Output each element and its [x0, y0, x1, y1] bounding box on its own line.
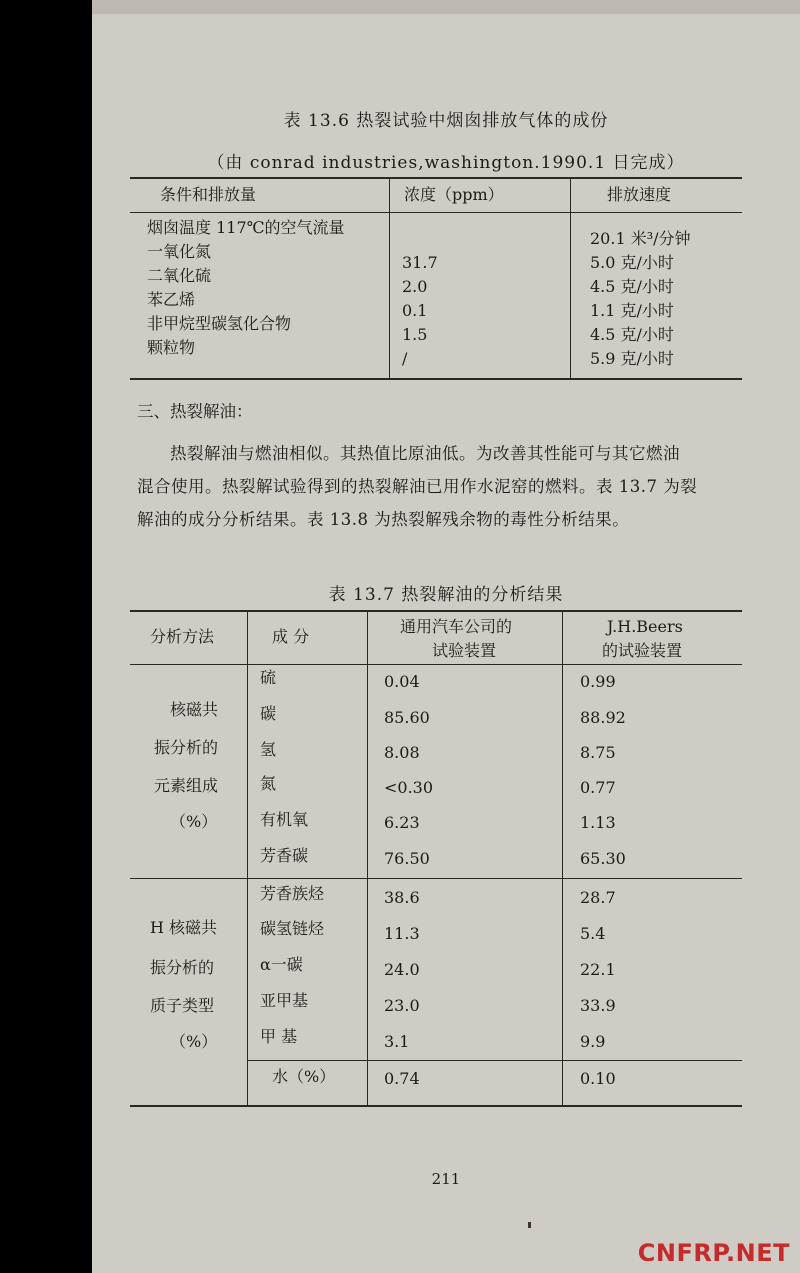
table2-header-jhbeers: J.H.Beers [607, 617, 683, 636]
table2-cell: 0.10 [580, 1069, 616, 1088]
table1-cell: 5.0 克/小时 [590, 253, 674, 272]
table1-cell: 1.5 [402, 325, 428, 344]
table2-cell: 85.60 [384, 708, 430, 727]
table2-group-rule [130, 878, 742, 879]
table2-cell: 亚甲基 [260, 991, 309, 1010]
table2-header-gm: 试验装置 [432, 641, 497, 660]
table2-header-rule [130, 664, 742, 665]
table2-cell: 0.99 [580, 672, 616, 691]
table1-top-rule [130, 177, 742, 179]
group1-label: 振分析的 [154, 738, 219, 757]
table2-col-divider [247, 610, 248, 1106]
table2-cell: 88.92 [580, 708, 626, 727]
table1-cell: 颗粒物 [147, 338, 196, 357]
table2-cell: 11.3 [384, 924, 420, 943]
table1-bottom-rule [130, 378, 742, 380]
table1-cell: 非甲烷型碳氢化合物 [147, 314, 292, 333]
table2-cell: α一碳 [260, 955, 303, 974]
table1-cell: 苯乙烯 [147, 290, 196, 309]
group1-label: 元素组成 [154, 776, 219, 795]
table2-cell: 氢 [260, 740, 277, 759]
table2-cell: 水（%） [272, 1067, 336, 1086]
table1-cell: 一氧化氮 [147, 242, 212, 261]
table2-cell: 硫 [260, 668, 277, 687]
table1-col-divider [389, 177, 390, 378]
table2-cell: 24.0 [384, 960, 420, 979]
table1-cell: 5.9 克/小时 [590, 349, 674, 368]
paragraph-line: 混合使用。热裂解试验得到的热裂解油已用作水泥窑的燃料。表 13.7 为裂 [137, 477, 698, 496]
table2-bottom-rule [130, 1105, 742, 1107]
group2-label: 质子类型 [150, 996, 215, 1015]
table2-top-rule [130, 610, 742, 612]
table1-col-divider [570, 177, 571, 378]
table-13-6-title: 表 13.6 热裂试验中烟囱排放气体的成份 [283, 111, 609, 131]
paragraph-line: 热裂解油与燃油相似。其热值比原油低。为改善其性能可与其它燃油 [170, 444, 680, 463]
table2-cell: 8.75 [580, 743, 616, 762]
table2-cell: 有机氧 [260, 810, 309, 829]
table2-cell: 9.9 [580, 1032, 606, 1051]
table2-cell: 23.0 [384, 996, 420, 1015]
table2-cell: 1.13 [580, 813, 616, 832]
table1-header-condition: 条件和排放量 [160, 185, 257, 204]
group2-label: 振分析的 [150, 958, 215, 977]
book-page [92, 0, 800, 1273]
table1-header-rate: 排放速度 [607, 185, 672, 204]
table1-cell: 0.1 [402, 301, 428, 320]
group2-label: H 核磁共 [150, 918, 218, 937]
table-13-6-subtitle: （由 conrad industries,washington.1990.1 日完成） [207, 153, 685, 173]
page-top-edge [92, 0, 800, 14]
table1-cell: 4.5 克/小时 [590, 277, 674, 296]
paragraph-line: 解油的成分分析结果。表 13.8 为热裂解残余物的毒性分析结果。 [137, 510, 630, 529]
watermark-logo: CNFRP.NET [637, 1239, 790, 1267]
table2-water-rule [247, 1060, 742, 1061]
table2-cell: 碳 [260, 704, 277, 723]
table2-cell: 6.23 [384, 813, 420, 832]
table2-cell: 38.6 [384, 888, 420, 907]
table2-cell: 28.7 [580, 888, 616, 907]
section-heading: 三、热裂解油： [137, 402, 253, 421]
table2-cell: 碳氢链烃 [260, 919, 325, 938]
table1-cell: 烟囱温度 117℃的空气流量 [147, 218, 345, 237]
table2-col-divider [562, 610, 563, 1106]
table2-cell: 氮 [260, 774, 277, 793]
table2-cell: 22.1 [580, 960, 616, 979]
table2-cell: 33.9 [580, 996, 616, 1015]
table1-cell: 31.7 [402, 253, 438, 272]
table1-cell: 2.0 [402, 277, 428, 296]
group2-label: （%） [170, 1032, 218, 1051]
table1-cell: 4.5 克/小时 [590, 325, 674, 344]
table2-cell: 芳香碳 [260, 846, 309, 865]
table1-cell: 1.1 克/小时 [590, 301, 674, 320]
table1-cell: 二氧化硫 [147, 266, 212, 285]
table2-header-component: 成 分 [272, 627, 310, 646]
table2-cell: 0.77 [580, 778, 616, 797]
table2-cell: 芳香族烃 [260, 884, 325, 903]
table2-cell: 76.50 [384, 849, 430, 868]
table-13-7-title: 表 13.7 热裂解油的分析结果 [328, 585, 564, 605]
table1-cell: 20.1 米³/分钟 [590, 229, 691, 248]
table1-cell: / [402, 349, 408, 368]
table2-cell: 3.1 [384, 1032, 410, 1051]
table2-cell: 0.74 [384, 1069, 420, 1088]
table2-cell: <0.30 [384, 778, 434, 797]
table2-col-divider [367, 610, 368, 1106]
table2-header-jhbeers: 的试验装置 [602, 641, 683, 660]
table1-header-rule [130, 212, 742, 213]
table1-header-concentration: 浓度（ppm） [404, 185, 504, 204]
table2-cell: 甲 基 [260, 1027, 298, 1046]
table2-cell: 0.04 [384, 672, 420, 691]
table2-cell: 65.30 [580, 849, 626, 868]
table2-header-gm: 通用汽车公司的 [400, 617, 513, 636]
page-number: 211 [431, 1170, 461, 1188]
group1-label: 核磁共 [170, 700, 219, 719]
table2-cell: 8.08 [384, 743, 420, 762]
print-speck [528, 1222, 531, 1228]
table2-header-method: 分析方法 [150, 627, 215, 646]
group1-label: （%） [170, 812, 218, 831]
table2-cell: 5.4 [580, 924, 606, 943]
